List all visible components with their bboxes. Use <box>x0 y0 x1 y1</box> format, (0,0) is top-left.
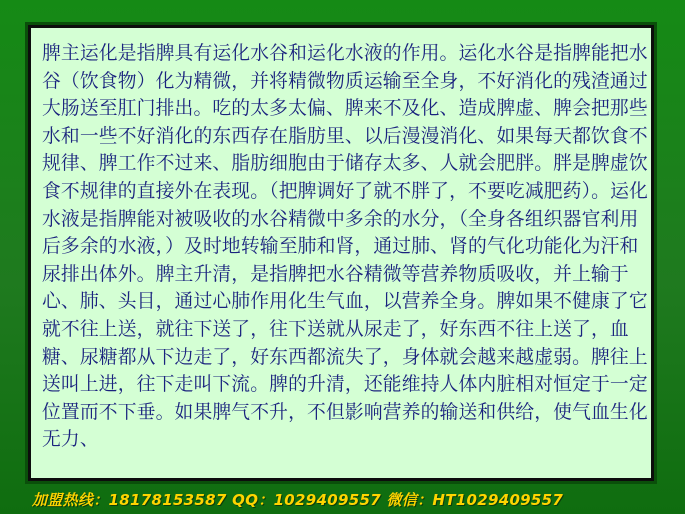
wechat-label: 微信： <box>386 491 433 509</box>
article-body: 脾主运化是指脾具有运化水谷和运化水液的作用。运化水谷是指脾能把水谷（饮食物）化为精微，并将精微物质运输至全身，不好消化的残渣通过大肠送至肛门排出。吃的太多太偏、脾来不及化、造成脾虚、脾会把那些水和一些不好消化的东西存在脂肪里、以后漫漫消化、如果每天都饮食不规律、脾工作不过来、脂肪细胞由于储存太多、人就会肥胖。胖是脾虚饮食不规律的直接外在表现。（把脾调好了就不胖了，不要吃减肥药）。运化水液是指脾能对被吸收的水谷精微中多余的水分，（全身各组织器官利用后多余的水液，）及时地转输至肺和肾，通过肺、肾的气化功能化为汗和尿排出体外。脾主升清，是指脾把水谷精微等营养物质吸收，并上输于心、肺、头目，通过心肺作用化生气血，以营养全身。脾如果不健康了它就不往上送，就往下送了，往下送就从尿走了，好东西不往上送了，血糖、尿糖都从下边走了，好东西都流失了，身体就会越来越虚弱。脾往上送叫上进，往下走叫下流。脾的升清，还能维持人体内脏相对恒定于一定位置而不下垂。如果脾气不升，不但影响营养的输送和供给，使气血生化无力、 <box>42 43 648 451</box>
hotline-label: 加盟热线： <box>32 491 109 509</box>
qq-number: 1029409557 <box>273 491 381 509</box>
qq-label: QQ： <box>232 491 274 509</box>
contact-footer <box>32 488 682 512</box>
article-panel <box>25 22 657 484</box>
wechat-id: HT1029409557 <box>432 491 564 509</box>
hotline-number: 18178153587 <box>108 491 227 509</box>
